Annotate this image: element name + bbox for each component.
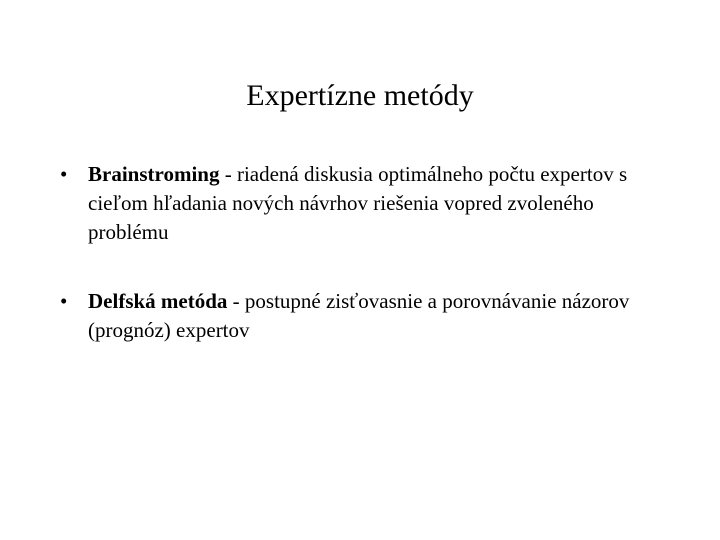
bullet-description: - postupné zisťovasnie a porovnávanie názorov (prognóz) expertov	[88, 289, 630, 342]
bullet-list	[60, 160, 660, 345]
bullet-term: Delfská metóda	[88, 289, 228, 313]
bullet-description: - riadená diskusia optimálneho počtu expertov s cieľom hľadania nových návrhov riešenia vopred zvoleného problému	[88, 162, 628, 244]
bullet-marker: •	[60, 162, 68, 186]
slide-title: Expertízne metódy	[246, 79, 474, 112]
bullet-marker: •	[60, 289, 68, 313]
bullet-term: Brainstroming	[88, 162, 220, 186]
bullet-item-brainstorming	[60, 160, 660, 247]
bullet-item-delphi-method	[60, 287, 660, 345]
